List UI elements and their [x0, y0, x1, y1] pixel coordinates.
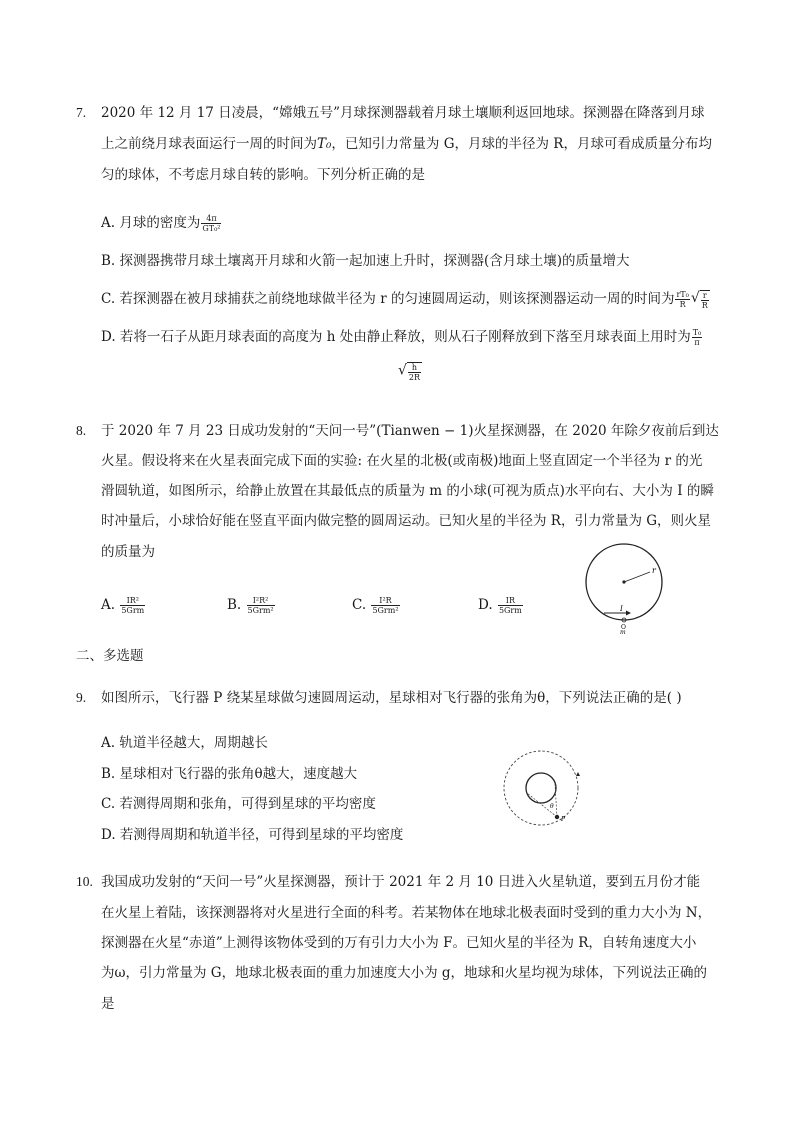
- q8-option-c-num: I²R: [371, 596, 399, 606]
- q7-option-d-text: D. 若将一石子从距月球表面的高度为 h 处由静止释放，则从石子刚释放到下落至月球表面上用时为: [101, 329, 691, 345]
- q7-option-d-num: T₀: [692, 328, 702, 337]
- q7-option-c-fraction: [675, 290, 689, 309]
- orbit-direction-arrow: [576, 772, 580, 776]
- q8-stem-line5: 的质量为: [101, 544, 155, 560]
- q8-option-d-fraction: [498, 596, 523, 615]
- q8-option-d-label: D.: [478, 597, 493, 613]
- q10-stem-line5: 是: [101, 996, 115, 1012]
- spacecraft-label: P: [561, 816, 566, 823]
- q7-option-d-sqrt-den: 2R: [408, 373, 421, 382]
- q9-option-b: B. 星球相对飞行器的张角θ越大，速度越大: [101, 766, 358, 782]
- q8-option-c-den: 5Grm²: [372, 606, 399, 615]
- q10-stem-line4: 为ω，引力常量为 G，地球北极表面的重力加速度大小为 g，地球和火星均视为球体，下列说法正确的: [101, 965, 708, 981]
- q8-option-c-label: C.: [352, 597, 367, 613]
- q10-number: 10.: [76, 874, 93, 889]
- q8-option-a: [101, 596, 146, 615]
- planet-circle: [526, 773, 556, 803]
- q8-option-b-num: I²R²: [247, 596, 275, 606]
- q7-option-d-fraction: [692, 328, 703, 347]
- q7-stem-line2b: ，已知引力常量为 G，月球的半径为 R，月球可看成质量分布均: [331, 136, 712, 152]
- q7-option-a-den: GT₀²: [202, 224, 221, 233]
- q8-option-b-fraction: [247, 596, 275, 615]
- q7-option-d-sqrt: √ $\frac{h}{2R}$: [398, 362, 421, 382]
- q9-orbit-figure: [478, 748, 604, 828]
- q8-option-d: [478, 596, 524, 615]
- q9-option-d: D. 若测得周期和轨道半径，可得到星球的平均密度: [101, 827, 404, 843]
- q8-stem-line1: 于 2020 年 7 月 23 日成功发射的“天问一号”(Tianwen − 1)火星探测器，在 2020 年除夕夜前后到达: [101, 423, 719, 439]
- q8-stem-line4: 时冲量后，小球恰好能在竖直平面内做完整的圆周运动。已知火星的半径为 R，引力常量为 G，则火星: [101, 513, 712, 529]
- q8-option-a-den: 5Grm: [121, 606, 145, 615]
- q7-option-c-text: C. 若探测器在被月球捕获之前绕地球做半径为 r 的匀速圆周运动，则该探测器运动一周的时间为: [101, 290, 675, 307]
- q8-option-b: [227, 596, 276, 615]
- angle-theta-label: θ: [550, 803, 554, 810]
- q8-option-c-fraction: [371, 596, 399, 615]
- orbit-path: [504, 751, 578, 825]
- q8-number: 8.: [76, 423, 87, 438]
- q7-option-c: [101, 289, 710, 310]
- spacecraft-dot: [555, 815, 559, 819]
- q8-option-a-fraction: [120, 596, 145, 615]
- q7-option-c-den: R: [679, 299, 686, 309]
- impulse-arrowhead: [626, 611, 631, 616]
- q7-stem-line3: 匀的球体，不考虑月球自转的影响。下列分析正确的是: [101, 167, 425, 183]
- q7-option-d-sqrt-num: h: [408, 363, 421, 373]
- q9-option-a: A. 轨道半径越大，周期越长: [101, 735, 268, 751]
- q8-option-c: [352, 596, 401, 615]
- q7-stem-line2: [101, 135, 712, 153]
- q7-option-c-sqrt-num: r: [701, 291, 709, 301]
- q8-stem-line3: 滑圆轨道，如图所示，给静止放置在其最低点的质量为 m 的小球(可视为质点)水平向右、大小为 I 的瞬: [101, 483, 714, 499]
- q9-option-c: C. 若测得周期和张角，可得到星球的平均密度: [101, 796, 376, 812]
- q7-option-a-num: 4π: [201, 214, 221, 224]
- q7-option-a-text: A. 月球的密度为: [101, 215, 201, 231]
- impulse-label: I: [620, 605, 623, 613]
- q8-option-d-num: IR: [498, 596, 523, 606]
- q7-option-c-sqrt: √ $\frac{r}{R}$: [690, 290, 708, 310]
- radius-label: r: [652, 566, 656, 575]
- q7-stem-line1: 2020 年 12 月 17 日凌晨，“嫦娥五号”月球探测器载着月球土壤顺利返回地球。探测器在降落到月球: [101, 105, 705, 121]
- q9-stem-line1: 如图所示，飞行器 P 绕某星球做匀速圆周运动，星球相对飞行器的张角为θ，下列说法正确的是( ): [101, 690, 682, 706]
- mass-label: m: [620, 629, 626, 635]
- section-title-multiple-choice: 二、多选题: [76, 648, 144, 664]
- q7-option-a-fraction: [201, 214, 221, 233]
- q10-stem-line3: 探测器在火星“赤道”上测得该物体受到的万有引力大小为 F。已知火星的半径为 R，自转角速度大小: [101, 935, 697, 951]
- q10-stem-line2: 在火星上着陆，该探测器将对火星进行全面的科考。若某物体在地球北极表面时受到的重力大小为 N，: [101, 905, 712, 921]
- q8-option-b-label: B.: [227, 597, 242, 613]
- q7-T0: T₀: [317, 136, 332, 152]
- q8-option-a-label: A.: [101, 597, 116, 613]
- q8-circular-track-figure: [580, 540, 670, 635]
- q7-option-d: [101, 328, 703, 347]
- q7-option-c-num: rT₀: [676, 289, 689, 299]
- q10-stem-line1: 我国成功发射的“天问一号”火星探测器，预计于 2021 年 2 月 10 日进入火星轨道，要到五月份才能: [101, 874, 701, 890]
- q8-option-d-den: 5Grm: [498, 606, 522, 615]
- q7-option-d-den: π: [694, 338, 700, 347]
- q9-number: 9.: [76, 690, 87, 705]
- q7-stem-line2a: 上之前绕月球表面运行一周的时间为: [101, 136, 317, 152]
- ball-origin-label: O: [621, 624, 626, 631]
- q7-option-b: B. 探测器携带月球土壤离开月球和火箭一起加速上升时，探测器(含月球土壤)的质量增大: [101, 253, 630, 269]
- q7-option-c-sqrt-den: R: [701, 300, 708, 310]
- radius-line: [624, 572, 650, 582]
- q7-number: 7.: [76, 105, 87, 120]
- q8-option-a-num: IR²: [120, 596, 145, 606]
- q8-option-b-den: 5Grm²: [247, 606, 274, 615]
- q7-option-a: [101, 214, 222, 233]
- q8-stem-line2: 火星。假设将来在火星表面完成下面的实验: 在火星的北极(或南极)地面上竖直固定一个半径为 r 的光: [101, 453, 703, 469]
